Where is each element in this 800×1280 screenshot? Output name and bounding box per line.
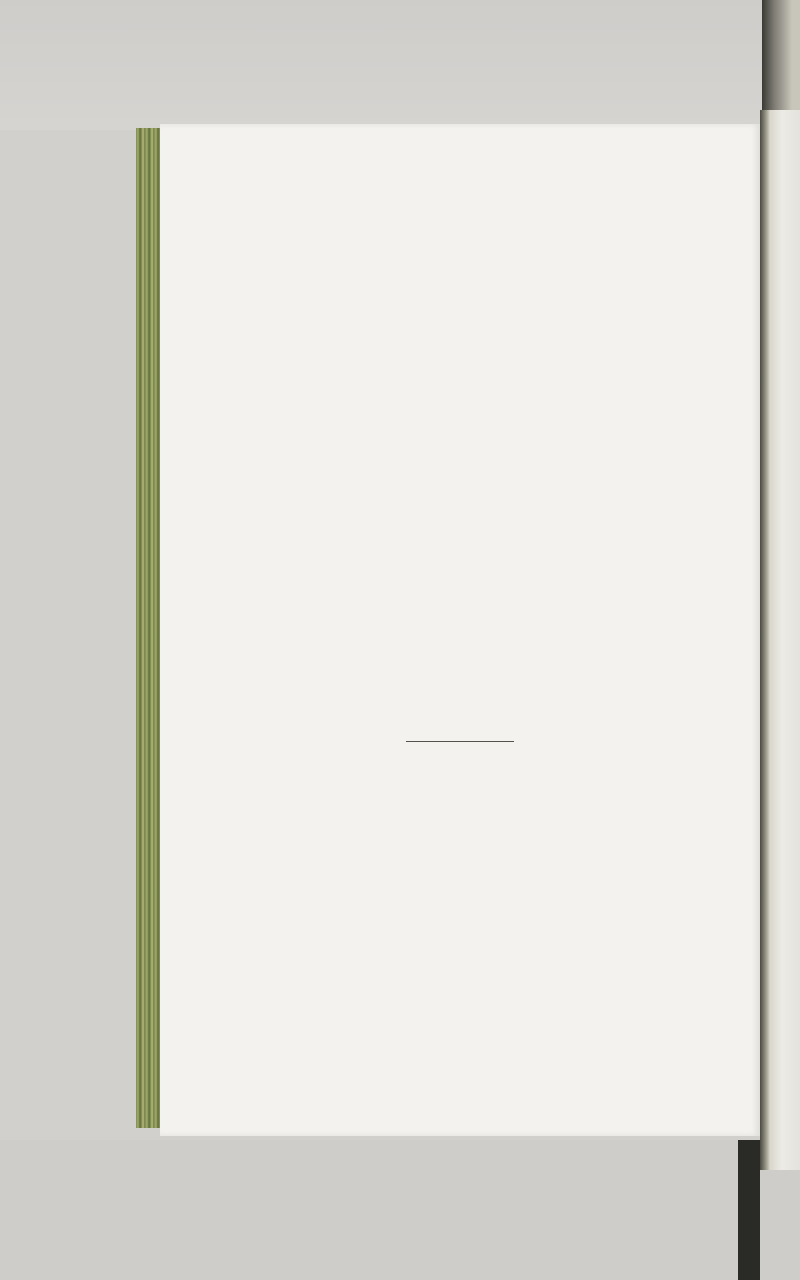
binding-gutter-shadow [738,1140,760,1280]
binding-shadow-top [762,0,800,120]
facing-page-edge [760,110,800,1170]
scan-background-bottom [0,1140,800,1280]
scan-background-top [0,0,800,130]
book-spine-edge [136,128,162,1128]
section-divider [406,741,514,742]
book-page [160,124,760,1136]
